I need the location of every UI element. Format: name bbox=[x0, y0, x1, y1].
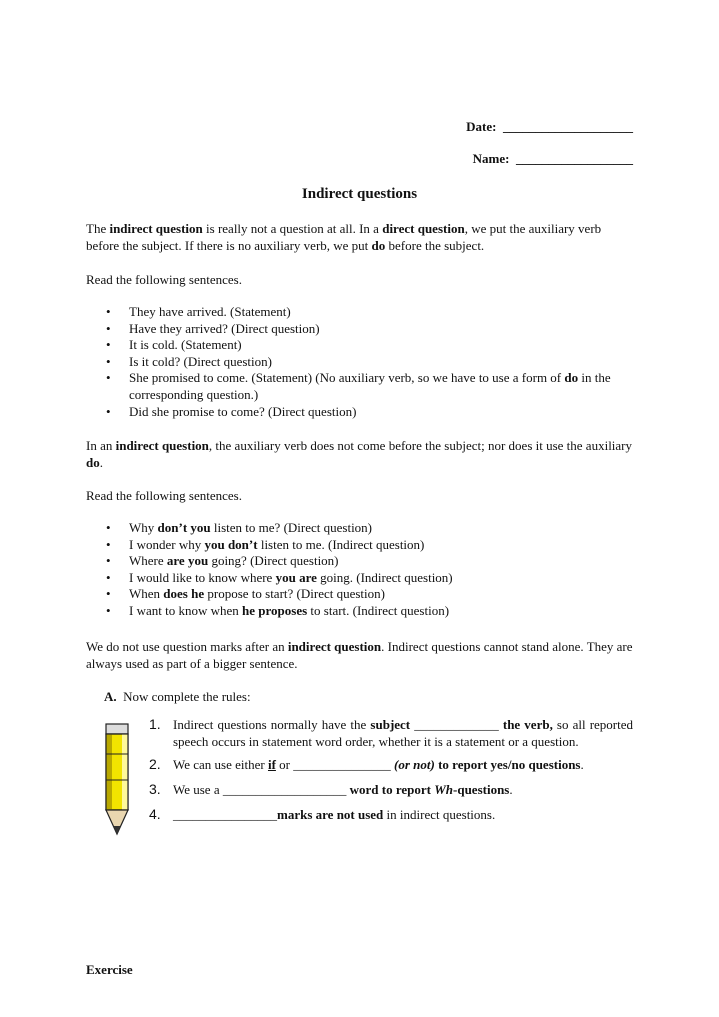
date-line bbox=[466, 119, 633, 135]
para3-text-2: . Indirect questions cannot stand alone. They are always used as part of a bigger sentence. bbox=[86, 639, 633, 671]
list-item-text: When bbox=[129, 586, 164, 602]
list-item-text: They have arrived. (Statement) bbox=[129, 304, 291, 319]
question-marks-paragraph bbox=[86, 638, 634, 672]
rule-blank: We use a ___________________ bbox=[173, 782, 350, 797]
rule-item bbox=[149, 716, 633, 750]
section-a-letter: A. bbox=[104, 689, 117, 704]
name-blank: __________________ bbox=[516, 151, 633, 166]
intro-bold-3: do bbox=[371, 238, 386, 253]
rule-bold-underlined: if bbox=[267, 757, 276, 772]
rule-bold: marks are not used bbox=[277, 807, 384, 822]
rule-text: Indirect questions normally have the bbox=[173, 717, 371, 732]
intro-text-4: before the subject. bbox=[385, 238, 485, 253]
rule-blank: _____________ bbox=[410, 717, 503, 732]
rule-blank: ________________ bbox=[173, 807, 277, 822]
list-item-bold: you are bbox=[275, 569, 317, 585]
list-item-text: in the corresponding question.) bbox=[129, 370, 611, 402]
rule-blank: or _______________ bbox=[275, 757, 395, 772]
intro-text-2: is really not a question at all. In a bbox=[202, 221, 383, 236]
list-item bbox=[86, 370, 634, 403]
list-item bbox=[86, 586, 634, 603]
list-item-bold: don’t you bbox=[157, 520, 211, 535]
date-blank: ____________________ bbox=[503, 119, 633, 134]
list-item-text: going? (Direct question) bbox=[208, 553, 339, 569]
list-item-text: Have they arrived? (Direct question) bbox=[129, 320, 320, 336]
name-line bbox=[473, 151, 633, 167]
intro-bold-2: direct question bbox=[382, 221, 465, 236]
list-item-text: I want to know when bbox=[129, 602, 243, 618]
list-item bbox=[86, 404, 634, 421]
list-item-bold: are you bbox=[166, 553, 209, 569]
rule-text: so all reported speech occurs in statement word order, whether it is a statement or a question. bbox=[173, 717, 634, 749]
exercise-heading: Exercise bbox=[86, 962, 133, 977]
para2-bold-1: indirect question bbox=[115, 438, 209, 453]
rule-bold: to report yes/no questions bbox=[434, 757, 581, 772]
list-item bbox=[86, 520, 634, 537]
para3-text-1: We do not use question marks after an bbox=[86, 639, 288, 654]
rule-text: We can use either bbox=[173, 757, 268, 772]
list-item bbox=[86, 553, 634, 570]
rule-bold: the verb, bbox=[502, 717, 553, 732]
list-item-text: She promised to come. (Statement) (No auxiliary verb, so we have to use a form of bbox=[129, 370, 565, 386]
date-label: Date: bbox=[466, 119, 497, 134]
rule-text: . bbox=[580, 757, 584, 772]
rule-bold: -questions bbox=[453, 782, 510, 797]
rule-item bbox=[149, 756, 633, 773]
rules-list bbox=[149, 716, 633, 823]
list-item-bold: you don’t bbox=[204, 536, 258, 552]
rule-number: 1. bbox=[149, 716, 161, 732]
rule-number: 4. bbox=[149, 806, 161, 822]
list-item bbox=[86, 337, 634, 354]
list-item bbox=[86, 354, 634, 371]
read-instruction-1: Read the following sentences. bbox=[86, 272, 242, 287]
rule-item bbox=[149, 781, 633, 798]
rule-text: . bbox=[509, 782, 513, 797]
section-a-text: Now complete the rules: bbox=[123, 689, 251, 704]
list-item-text: Is it cold? (Direct question) bbox=[129, 353, 272, 369]
read-instruction-2: Read the following sentences. bbox=[86, 488, 242, 503]
rule-item bbox=[149, 806, 633, 823]
para3-bold-1: indirect question bbox=[287, 639, 382, 654]
para2-bold-2: do bbox=[86, 455, 100, 470]
pencil-icon bbox=[100, 722, 134, 840]
list-item-bold: he proposes bbox=[242, 602, 308, 618]
list-item bbox=[86, 321, 634, 338]
list-item-text: propose to start? (Direct question) bbox=[204, 586, 385, 602]
intro-bold-1: indirect question bbox=[109, 221, 203, 236]
intro-text-1: The bbox=[86, 221, 110, 236]
list-item bbox=[86, 603, 634, 620]
list-item-text: Did she promise to come? (Direct question) bbox=[129, 403, 357, 419]
list-item-text: I would like to know where bbox=[129, 569, 276, 585]
name-label: Name: bbox=[472, 151, 510, 166]
sentence-list-2 bbox=[86, 520, 634, 620]
sentence-list-1 bbox=[86, 304, 634, 420]
list-item bbox=[86, 570, 634, 587]
rule-bold: subject bbox=[370, 717, 411, 732]
list-item bbox=[86, 537, 634, 554]
section-a-heading bbox=[104, 689, 251, 705]
list-item-text: to start. (Indirect question) bbox=[307, 602, 450, 618]
intro-paragraph bbox=[86, 220, 634, 254]
list-item-text: I wonder why bbox=[129, 536, 205, 552]
rule-number: 2. bbox=[149, 756, 161, 772]
rule-number: 3. bbox=[149, 781, 161, 797]
list-item-text: going. (Indirect question) bbox=[316, 569, 453, 585]
page-title: Indirect questions bbox=[301, 186, 418, 202]
list-item-bold: does he bbox=[163, 586, 205, 602]
para2-text-3: . bbox=[99, 455, 103, 470]
para2-text-2: , the auxiliary verb does not come before the subject; nor does it use the auxiliary bbox=[208, 438, 633, 453]
list-item-bold: do bbox=[564, 370, 579, 386]
intro-text-3: , we put the auxiliary verb before the subject. If there is no auxiliary verb, we put bbox=[86, 221, 602, 253]
rule-bold-italic: Wh bbox=[434, 782, 454, 797]
list-item bbox=[86, 304, 634, 321]
rule-bold-italic: (or not) bbox=[394, 757, 435, 772]
rule-text: in indirect questions. bbox=[383, 807, 496, 822]
list-item-text: It is cold. (Statement) bbox=[129, 337, 242, 353]
list-item-text: Why bbox=[129, 520, 158, 535]
list-item-text: Where bbox=[129, 553, 167, 569]
list-item-text: listen to me. (Indirect question) bbox=[257, 536, 425, 552]
para2-text-1: In an bbox=[86, 438, 116, 453]
rule-bold: word to report bbox=[349, 782, 435, 797]
indirect-question-paragraph bbox=[86, 437, 634, 471]
list-item-text: listen to me? (Direct question) bbox=[210, 520, 373, 535]
